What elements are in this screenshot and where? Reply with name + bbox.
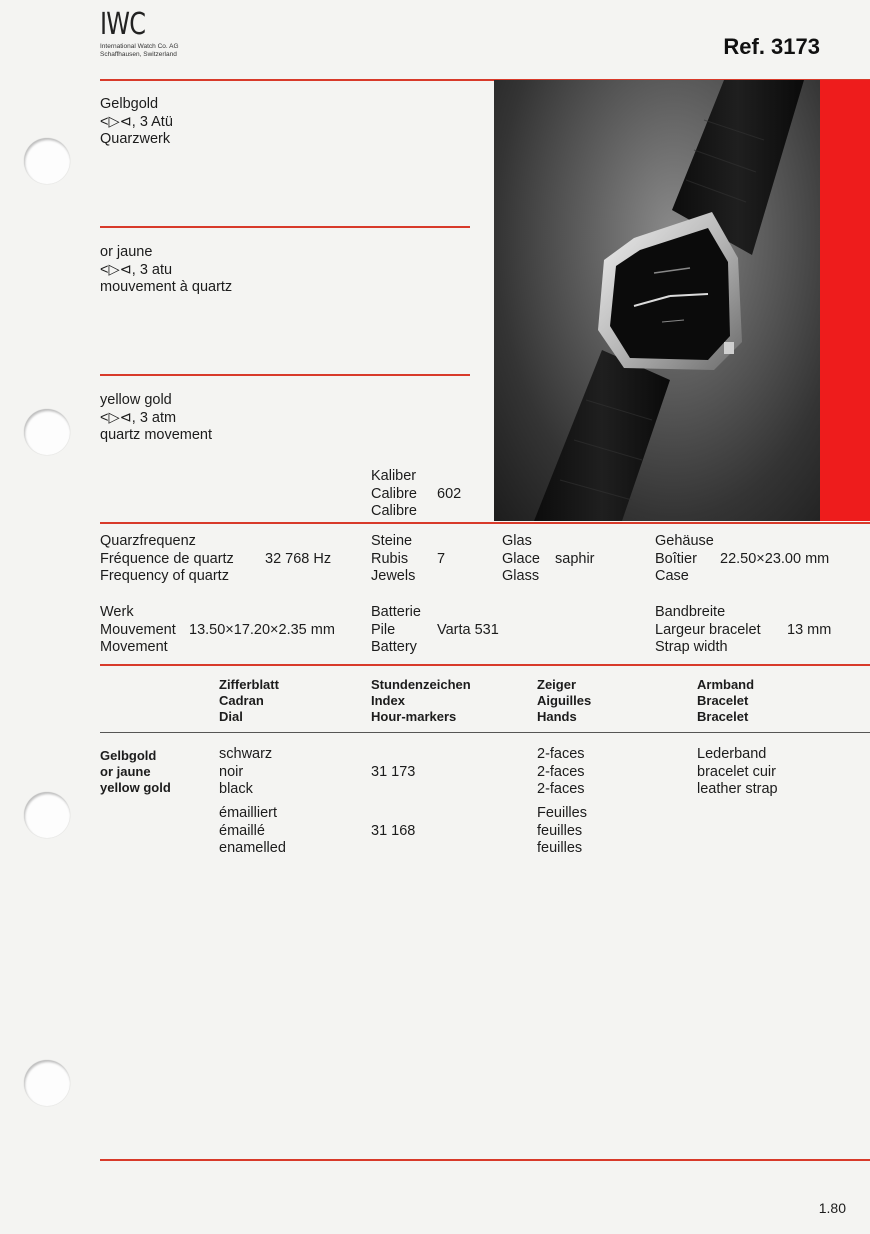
table-row-strap: Lederband bracelet cuir leather strap xyxy=(697,746,778,798)
binder-hole xyxy=(24,1060,70,1106)
glass-labels: Glas Glace Glass xyxy=(502,533,540,585)
battery-labels: Batterie Pile Battery xyxy=(371,604,421,656)
specs-rule xyxy=(100,522,870,524)
movement-labels: Werk Mouvement Movement xyxy=(100,604,176,656)
strap-width-value: 13 mm xyxy=(787,622,832,638)
desc-german: Gelbgold <▷⊲, 3 Atü Quarzwerk xyxy=(100,96,173,148)
reference-number: Ref. 3173 xyxy=(723,34,820,59)
red-accent-bar xyxy=(820,80,870,521)
row-label-material: Gelbgold or jaune yellow gold xyxy=(100,748,171,796)
binder-hole xyxy=(24,409,70,455)
quartz-frequency-value: 32 768 Hz xyxy=(265,551,332,567)
table-row-dial: émailliert émaillé enamelled xyxy=(219,805,286,857)
desc-rule-2 xyxy=(100,374,470,376)
jewels-labels: Steine Rubis Jewels xyxy=(371,533,416,585)
binder-hole xyxy=(24,792,70,838)
table-row-hands: Feuilles feuilles feuilles xyxy=(537,805,587,857)
table-rule xyxy=(100,664,870,666)
header-hour-markers: Stundenzeichen Index Hour-markers xyxy=(371,677,471,725)
desc-english: yellow gold <▷⊲, 3 atm quartz movement xyxy=(100,392,213,444)
table-header-rule xyxy=(100,732,870,733)
header-hands: Zeiger Aiguilles Hands xyxy=(537,677,592,725)
caliber-value: 602 xyxy=(437,486,462,502)
strap-width-labels: Bandbreite Largeur bracelet Strap width xyxy=(655,604,761,656)
logo-subtitle: International Watch Co. AG Schaffhausen, Switzerland xyxy=(100,43,179,58)
iwc-logo: IWC xyxy=(100,7,146,42)
table-row-hands: 2-faces 2-faces 2-faces xyxy=(537,746,585,798)
movement-value: 13.50×17.20×2.35 mm xyxy=(189,622,335,638)
desc-french: or jaune <▷⊲, 3 atu mouvement à quartz xyxy=(100,244,233,296)
header-dial: Zifferblatt Cadran Dial xyxy=(219,677,279,725)
watch-illustration xyxy=(494,80,820,521)
battery-value: Varta 531 xyxy=(437,622,499,638)
bottom-rule xyxy=(100,1159,870,1161)
table-row-index: 31 173 xyxy=(371,764,416,780)
table-row-dial: schwarz noir black xyxy=(219,746,273,798)
header-strap: Armband Bracelet Bracelet xyxy=(697,677,755,725)
glass-value: saphir xyxy=(555,551,595,567)
case-value: 22.50×23.00 mm xyxy=(720,551,830,567)
binder-hole xyxy=(24,138,70,184)
desc-rule-1 xyxy=(100,226,470,228)
caliber-labels: Kaliber Calibre Calibre xyxy=(371,468,417,520)
jewels-value: 7 xyxy=(437,551,446,567)
table-row-index: 31 168 xyxy=(371,823,416,839)
case-labels: Gehäuse Boîtier Case xyxy=(655,533,714,585)
page-number: 1.80 xyxy=(818,1200,846,1216)
watch-photo xyxy=(494,80,820,521)
quartz-frequency-labels: Quarzfrequenz Fréquence de quartz Frequency of quartz xyxy=(100,533,234,585)
